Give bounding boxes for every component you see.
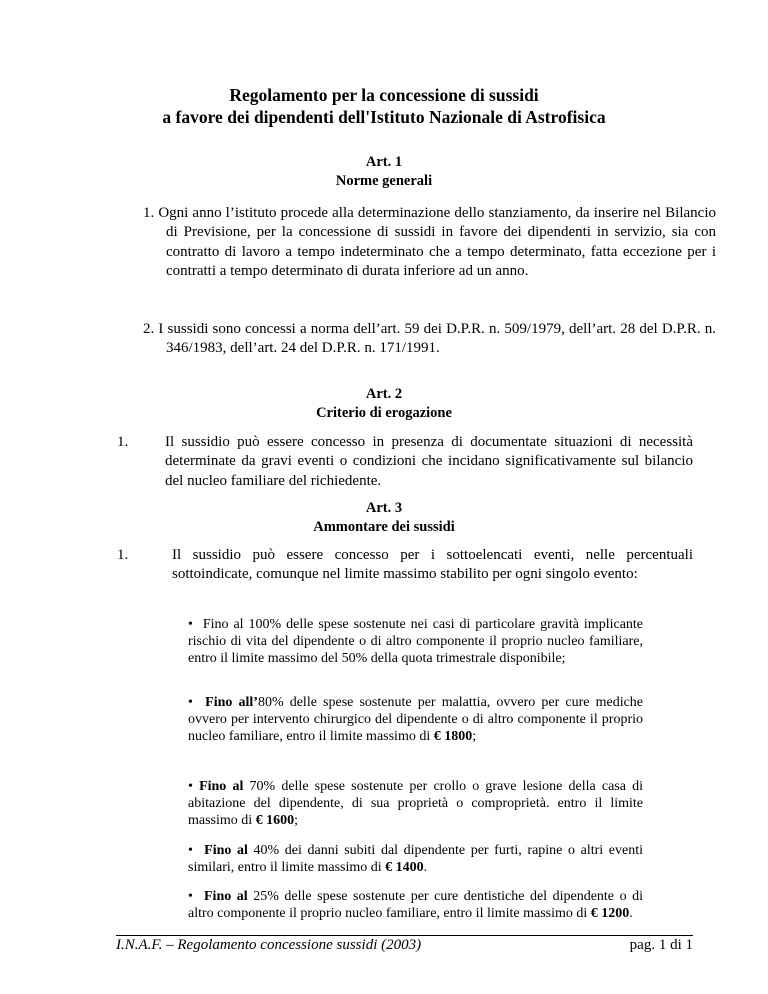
art1-number: Art. 1 [365,154,403,170]
list-item [188,778,643,829]
bullet-end: . [423,860,428,875]
bullet-amount: € 1800 [433,729,473,744]
bullet-amount: € 1400 [385,860,424,875]
title-line-2: a favore dei dipendenti dell'Istituto Nazionale di Astrofisica [162,107,606,127]
bullet-text: 80% delle spese sostenute per malattia, ovvero per cure mediche ovvero per intervento chirurgico del dipendente o di altro componente il proprio nucleo familiare, entro il limite massimo di [188,695,644,744]
bullet-icon: • [188,843,205,858]
bullet-icon: • [188,889,204,904]
bullet-lead: Fino al [199,779,244,794]
bullet-lead: Fino all’ [205,695,258,710]
art1-header [0,153,768,191]
art3-heading: Ammontare dei sussidi [313,519,455,535]
list-item [188,616,643,667]
bullet-text: 25% delle spese sostenute per cure dentistiche del dipendente o di altro componente il proprio nucleo familiare, entro il limite massimo di [188,889,644,921]
bullet-amount: € 1200 [590,906,630,921]
document-title [0,84,768,128]
art2-header [0,385,768,423]
bullet-icon: • [188,617,203,632]
art1-paragraph-1: 1. Ogni anno l’istituto procede alla determinazione dello stanziamento, da inserire nel Bilancio di Previsione, per la concessione di sussidi in favore dei dipendenti in servizio, sia con contratto di lavoro a tempo indeterminato che a tempo determinato, fatta eccezione per i contratti a tempo determinato di durata inferiore ad un anno. [143,205,716,279]
art3-paragraph-number: 1. [117,547,129,563]
art1-paragraph-2: 2. I sussidi sono concessi a norma dell’art. 59 dei D.P.R. n. 509/1979, dell’art. 28 del D.P.R. n. 346/1983, dell’art. 24 del D.P.R. n. 171/1991. [143,321,716,357]
list-item [188,888,643,922]
art3-paragraph-1: Il sussidio può essere concesso per i sottoelencati eventi, nelle percentuali sottoindicate, comunque nel limite massimo stabilito per ogni singolo evento: [172,547,693,583]
art3-number: Art. 3 [365,500,403,516]
art2-paragraph-number: 1. [117,434,129,450]
page-number: pag. 1 di 1 [629,937,693,953]
bullet-end: ; [472,729,477,744]
bullet-end: . [629,906,633,921]
list-item [188,842,643,876]
bullet-icon: • [188,779,200,794]
bullet-icon: • [188,695,206,710]
title-line-1: Regolamento per la concessione di sussidi [229,85,539,105]
bullet-text: 100% delle spese sostenute nei casi di particolare gravità implicante rischio di vita del dipendente o di altro componente il proprio nucleo familiare, entro il limite massimo del 50% della quota trimestrale disponibile; [188,617,644,666]
art2-number: Art. 2 [365,386,403,402]
bullet-lead: Fino al [204,889,248,904]
footer-rule [116,935,693,936]
art1-heading: Norme generali [335,173,433,189]
list-item [188,694,643,745]
art2-paragraph-1: Il sussidio può essere concesso in presenza di documentate situazioni di necessità determinate da gravi eventi o condizioni che incidano significativamente sul bilancio del nucleo familiare del richiedente. [165,434,693,489]
bullet-lead: Fino al [202,617,244,632]
bullet-end: ; [294,813,299,828]
bullet-lead: Fino al [204,843,248,858]
bullet-amount: € 1600 [255,813,295,828]
bullet-text: 40% dei danni subiti dal dipendente per furti, rapine o altri eventi similari, entro il limite massimo di [188,843,643,875]
bullet-text: 70% delle spese sostenute per crollo o grave lesione della casa di abitazione del dipendente, di sua proprietà o comproprietà. entro il limite massimo di [188,779,643,828]
art3-header [0,499,768,537]
art2-heading: Criterio di erogazione [316,405,452,421]
footer-left-text: I.N.A.F. – Regolamento concessione sussidi (2003) [116,937,422,953]
